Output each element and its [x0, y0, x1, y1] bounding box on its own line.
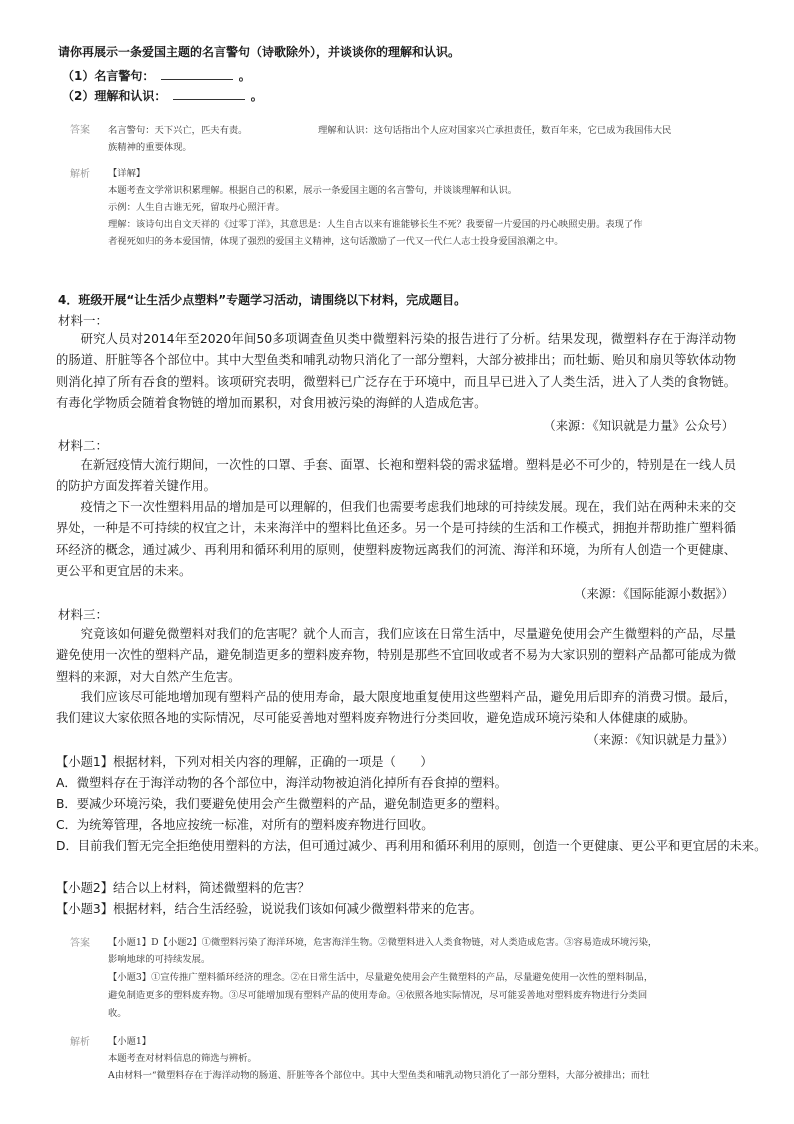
material-2-paragraph-1: 在新冠疫情大流行期间，一次性的口罩、手套、面罩、长袍和塑料袋的需求猛增。塑料是必不可少的，特别是在一线人员的防护方面发挥着关键作用。 [56, 458, 736, 494]
option-c: C．为统筹管理，各地应按统一标准，对所有的塑料废弃物进行回收。 [56, 818, 434, 832]
analysis-line: A由材料一“微塑料存在于海洋动物的肠道、肝脏等各个部位中。其中大型鱼类和哺乳动物只消化了一部分塑料，大部分被排出；而牡 [108, 1070, 650, 1081]
q3-line-end: 。 [238, 69, 251, 83]
answer-line: 【小题3】①宣传推广塑料循环经济的理念。②在日常生活中，尽量避免使用会产生微塑料的产品，尽量避免使用一次性的塑料制品， [108, 972, 654, 983]
material-1-label: 材料一： [58, 313, 109, 328]
subquestion-2-stem: 【小题2】结合以上材料，简述微塑料的危害？ [56, 881, 310, 895]
material-2-label: 材料二： [58, 438, 109, 453]
answer-line: 影响地球的可持续发展。 [108, 954, 211, 965]
material-3-source: （来源：《知识就是力量》） [586, 733, 734, 747]
analysis-line: 本题考查文学常识积累理解。根据自己的积累，展示一条爱国主题的名言警句，并谈谈理解和认识。 [108, 185, 518, 196]
q4-title: 4．班级开展“让生活少点塑料”专题学习活动，请围绕以下材料，完成题目。 [58, 293, 467, 307]
answer-understanding-line: 族精神的重要体现。 [108, 142, 192, 153]
material-3-label: 材料三： [58, 607, 109, 622]
q3-line-2 [62, 87, 263, 104]
material-1-source: （来源：《知识就是力量》公众号） [543, 419, 734, 433]
material-1-paragraph: 研究人员对2014年至2020年间50多项调查鱼贝类中微塑料污染的报告进行了分析。结果发现，微塑料存在于海洋动物的肠道、肝脏等各个部位中。其中大型鱼类和哺乳动物只消化了一部分塑料，大部分被排出；而牡蛎、贻贝和扇贝等软体动物则消化掉了所有吞食的塑料。该项研究表明，微塑料已广泛存在于环境中，而且早已进入了人类生活，进入了人类的食物链。有毒化学物质会随着食物链的增加而累积，对食用被污染的海鲜的人造成危害。 [56, 332, 736, 410]
analysis-line: 【详解】 [108, 168, 146, 179]
option-a: A．微塑料存在于海洋动物的各个部位中，海洋动物被迫消化掉所有吞食掉的塑料。 [56, 776, 508, 790]
answer-tag: 答案 [70, 125, 90, 136]
option-b: B．要减少环境污染，我们要避免使用会产生微塑料的产品，避免制造更多的塑料。 [56, 797, 508, 811]
answer-understanding-line: 理解和认识：这句话指出个人应对国家兴亡承担责任，数百年来，它已成为我国伟大民 [318, 125, 672, 136]
q3-title: 请你再展示一条爱国主题的名言警句（诗歌除外），并谈谈你的理解和认识。 [58, 45, 461, 59]
answer-blank [173, 89, 245, 100]
analysis-line: 示例：人生自古谁无死，留取丹心照汗青。 [108, 202, 285, 213]
analysis-line: 理解：该诗句出自文天祥的《过零丁洋》，其意思是：人生自古以来有谁能够长生不死？我要留一片爱国的丹心映照史册。表现了作 [108, 219, 643, 230]
option-d: D．目前我们暂无完全拒绝使用塑料的方法，但可通过减少、再利用和循环利用的原则，创造一个更健康、更公平和更宜居的未来。 [56, 839, 767, 853]
q3-line-end: 。 [250, 89, 263, 103]
analysis-line: 者视死如归的务本爱国情，体现了强烈的爱国主义精神，这句话激励了一代又一代仁人志士投身爱国浪潮之中。 [108, 236, 564, 247]
material-3-paragraph-1: 究竟该如何避免微塑料对我们的危害呢？就个人而言，我们应该在日常生活中，尽量避免使用会产生微塑料的产品，尽量避免使用一次性的塑料产品，避免制造更多的塑料废弃物，特别是那些不宜回收或者不易为大家识别的塑料产品都可能成为微塑料的来源，对大自然产生危害。 [56, 627, 736, 684]
subquestion-3-stem: 【小题3】根据材料，结合生活经验，说说我们该如何减少微塑料带来的危害。 [56, 902, 482, 916]
answer-blank [161, 69, 233, 80]
answer-tag: 答案 [70, 938, 90, 949]
material-2-source: （来源：《国际能源小数据》） [574, 587, 734, 601]
q3-line-1-label: （1）名言警句： [62, 69, 155, 83]
material-2-paragraph-2: 疫情之下一次性塑料用品的增加是可以理解的，但我们也需要考虑我们地球的可持续发展。现在，我们站在两种未来的交界处，一种是不可持续的权宜之计，未来海洋中的塑料比鱼还多。另一个是可持续的生活和工作模式，拥抱并帮助推广塑料循环经济的概念，通过减少、再利用和循环利用的原则，使塑料废物远离我们的河流、海洋和环境，为所有人创造一个更健康、更公平和更宜居的未来。 [56, 500, 736, 578]
q3-line-1 [62, 67, 251, 84]
answer-quote: 名言警句：天下兴亡，匹夫有责。 [108, 125, 248, 136]
answer-line: 收。 [108, 1008, 127, 1019]
q3-line-2-label: （2）理解和认识： [62, 89, 167, 103]
analysis-line: 【小题1】 [108, 1036, 152, 1047]
material-3-paragraph-2: 我们应该尽可能地增加现有塑料产品的使用寿命，最大限度地重复使用这些塑料产品，避免用后即弃的消费习惯。最后，我们建议大家依照各地的实际情况，尽可能妥善地对塑料废弃物进行分类回收，避免造成环境污染和人体健康的威胁。 [56, 690, 736, 726]
analysis-tag: 解析 [70, 1037, 90, 1048]
answer-line: 避免制造更多的塑料废弃物。③尽可能增加现有塑料产品的使用寿命。④依照各地实际情况，尽可能妥善地对塑料废弃物进行分类回 [108, 990, 648, 1001]
answer-line: 【小题1】D【小题2】①微塑料污染了海洋环境，危害海洋生物。②微塑料进入人类食物链，对人类造成危害。③容易造成环境污染， [108, 937, 658, 948]
analysis-line: 本题考查对材料信息的筛选与辨析。 [108, 1053, 257, 1064]
analysis-tag: 解析 [70, 169, 90, 180]
subquestion-1-stem: 【小题1】根据材料，下列对相关内容的理解，正确的一项是（ ） [56, 755, 433, 769]
